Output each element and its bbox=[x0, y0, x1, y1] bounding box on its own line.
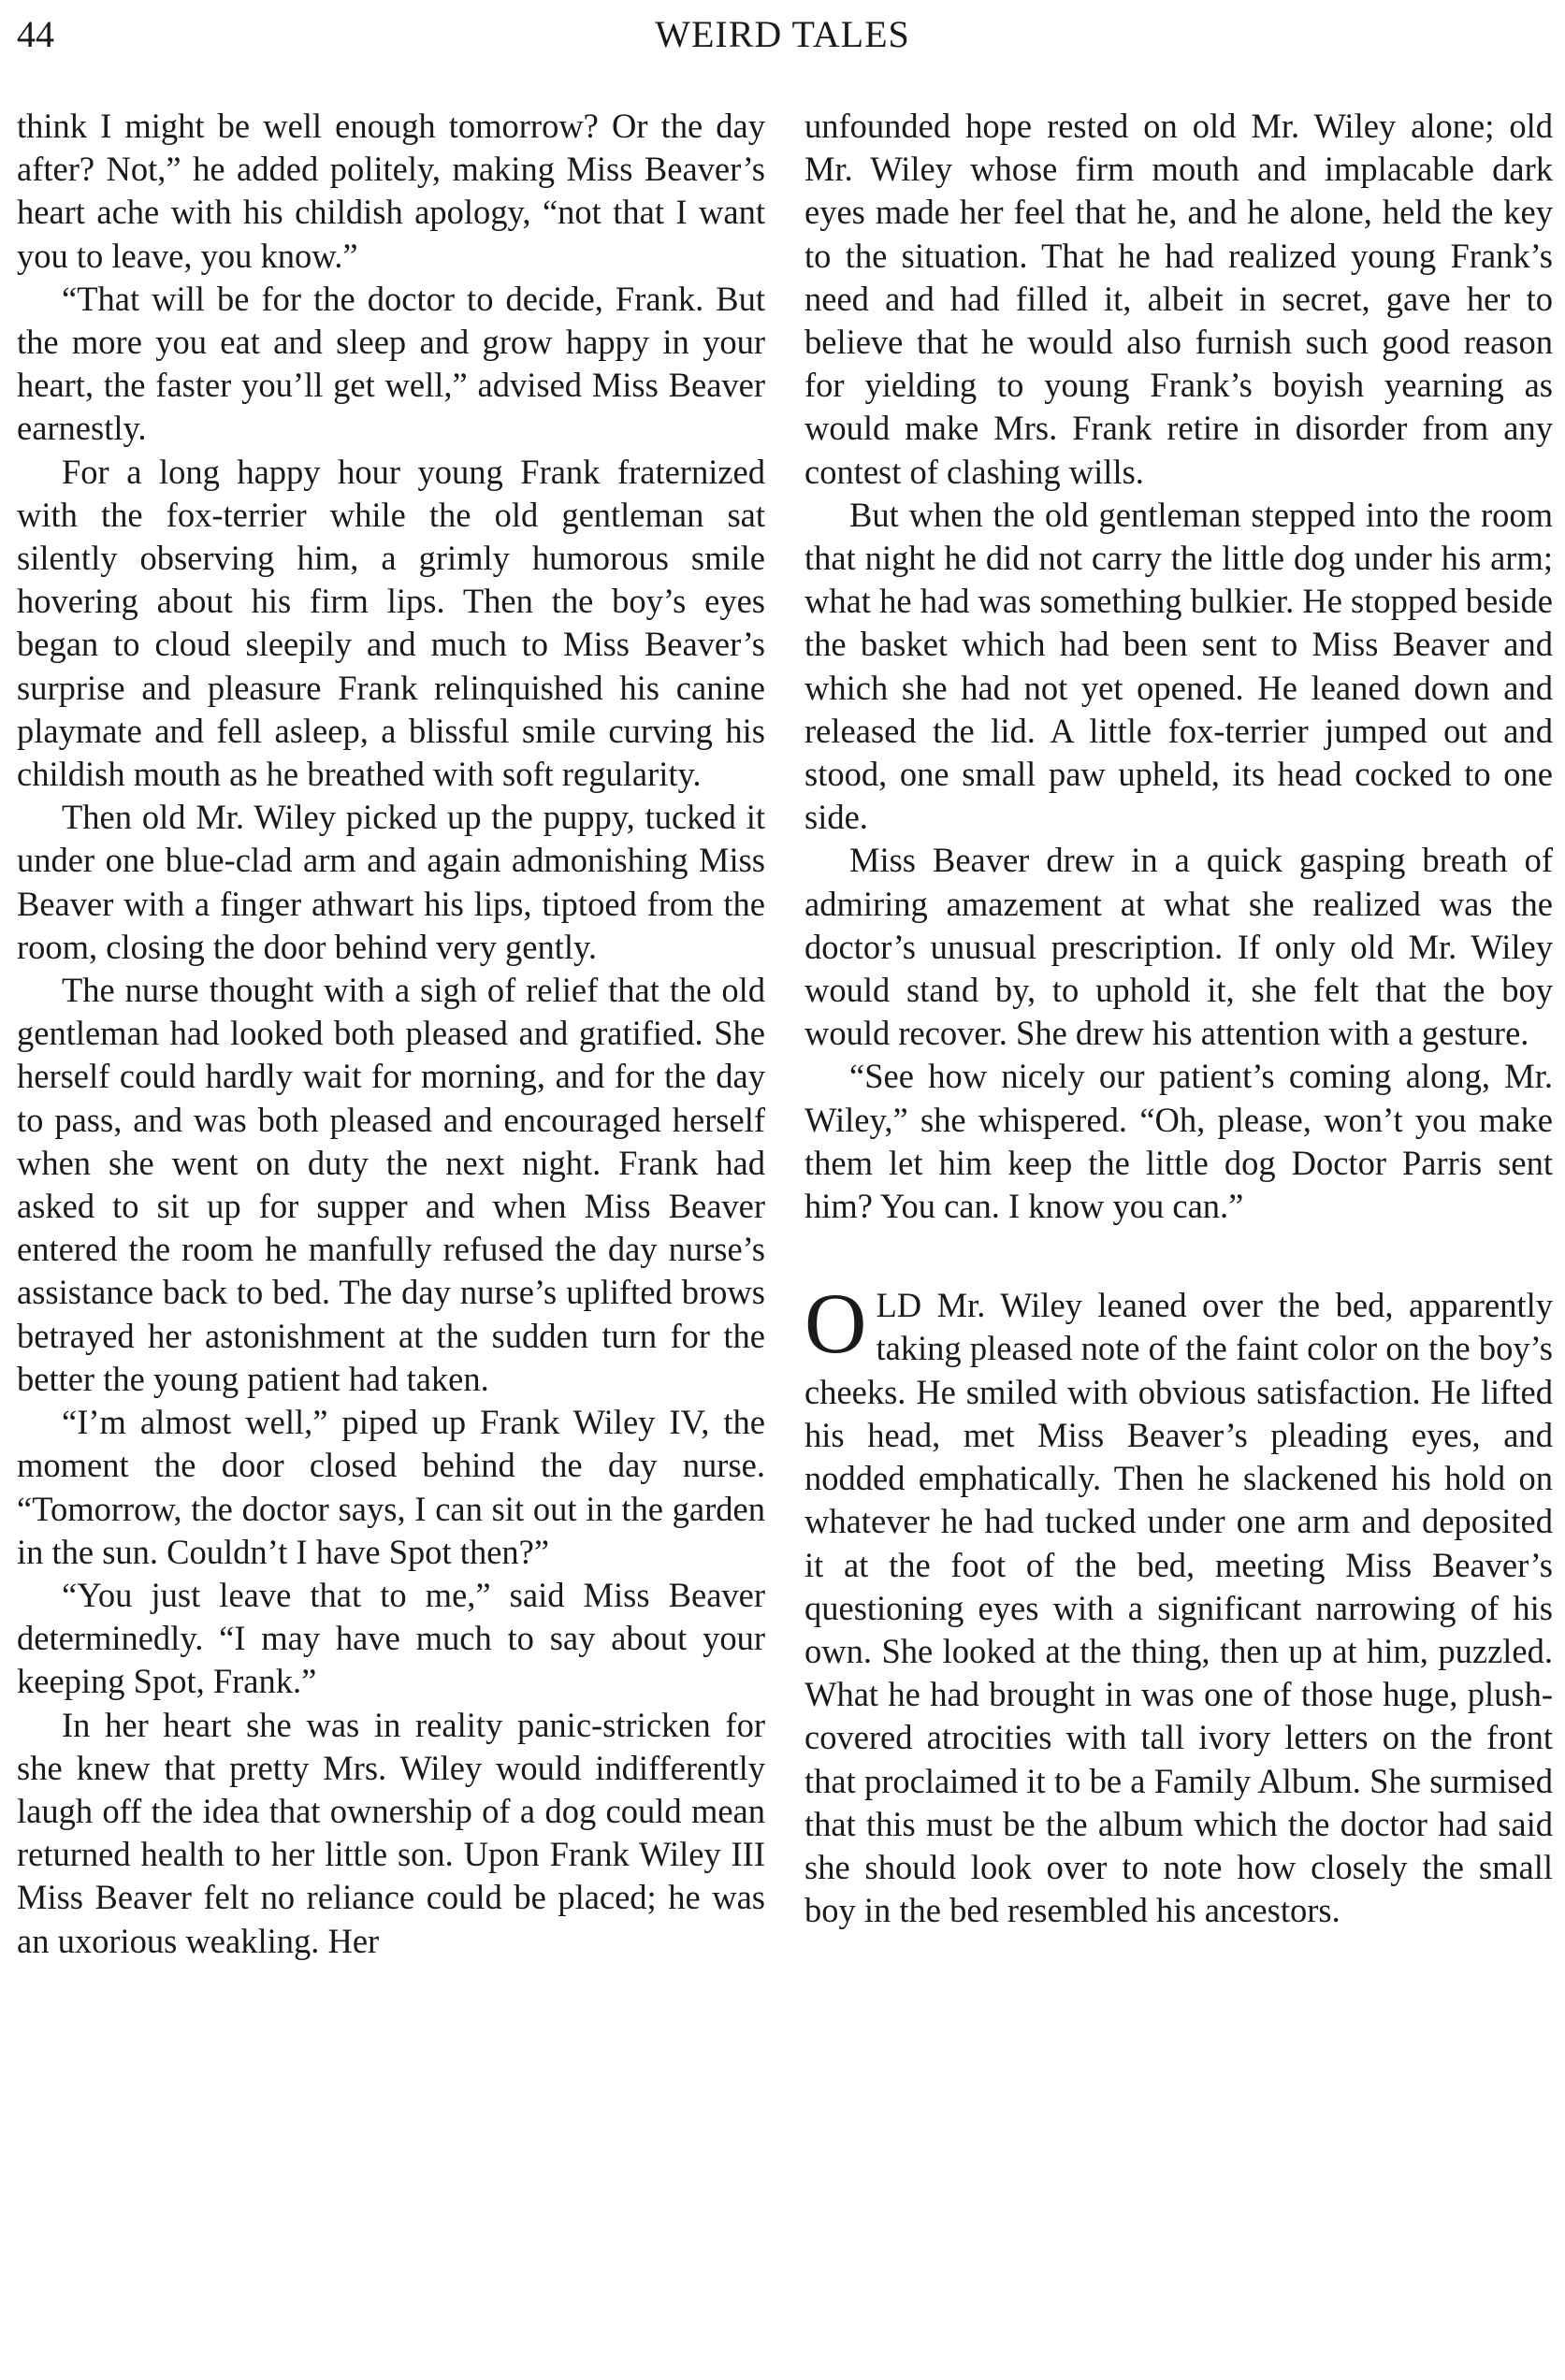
paragraph: “See how nicely our patient’s coming along, Mr. Wiley,” she whispered. “Oh, please, won’t you make them let him keep the little dog Doctor Parris sent him? You can. I know you can.” bbox=[804, 1057, 1553, 1226]
paragraph: “You just leave that to me,” said Miss Beaver determinedly. “I may have much to say about your keeping Spot, Frank.” bbox=[17, 1575, 765, 1701]
paragraph: Then old Mr. Wiley picked up the puppy, tucked it under one blue-clad arm and again admonishing Miss Beaver with a finger athwart his lips, tiptoed from the room, closing the door behind very gently. bbox=[17, 798, 765, 966]
page-number: 44 bbox=[17, 13, 54, 55]
running-title: WEIRD TALES bbox=[655, 13, 910, 55]
paragraph: “I’m almost well,” piped up Frank Wiley IV, the moment the door closed behind the day nurse. “Tomorrow, the doctor says, I can sit out in the garden in the sun. Couldn’t I have Spot then?” bbox=[17, 1403, 765, 1571]
section-break bbox=[804, 1228, 1553, 1284]
paragraph: The nurse thought with a sigh of relief that the old gentleman had looked both pleased and gratified. She herself could hardly wait for morning, and for the day to pass, and was both pleased and encouraged herself when she went on duty the next night. Frank had asked to sit up for supper and when Miss Beaver entered the room he manfully refused the day nurse’s assistance back to bed. The day nurse’s uplifted brows betrayed her astonishment at the sudden turn for the better the young patient had taken. bbox=[17, 971, 765, 1398]
page-header bbox=[17, 11, 1548, 58]
paragraph: unfounded hope rested on old Mr. Wiley alone; old Mr. Wiley whose firm mouth and implacable dark eyes made her feel that he, and he alone, held the key to the situation. That he had realized young Frank’s need and had filled it, albeit in secret, gave her to believe that he would also furnish such good reason for yielding to young Frank’s boyish yearning as would make Mrs. Frank retire in disorder from any contest of clashing wills. bbox=[804, 107, 1553, 491]
right-column bbox=[804, 105, 1553, 1932]
paragraph: think I might be well enough tomorrow? Or the day after? Not,” he added politely, making Miss Beaver’s heart ache with his childish apology, “not that I want you to leave, you know.” bbox=[17, 107, 765, 275]
paragraph: “That will be for the doctor to decide, Frank. But the more you eat and sleep and grow happy in your heart, the faster you’ll get well,” advised Miss Beaver earnestly. bbox=[17, 279, 765, 448]
drop-cap: O bbox=[804, 1276, 867, 1372]
paragraph: Miss Beaver drew in a quick gasping breath of admiring amazement at what she realized was the doctor’s unusual prescription. If only old Mr. Wiley would stand by, to uphold it, she felt that the boy would recover. She drew his attention with a gesture. bbox=[804, 841, 1553, 1053]
paragraph: For a long happy hour young Frank fraternized with the fox-terrier while the old gentleman sat silently observing him, a grimly humorous smile hovering about his firm lips. Then the boy’s eyes began to cloud sleepily and much to Miss Beaver’s surprise and pleasure Frank relinquished his canine playmate and fell asleep, a blissful smile curving his childish mouth as he breathed with soft regularity. bbox=[17, 452, 765, 794]
left-column bbox=[17, 105, 765, 1963]
paragraph: But when the old gentleman stepped into the room that night he did not carry the little dog under his arm; what he had was something bulkier. He stopped beside the basket which had been sent to Miss Beaver and which she had not yet opened. He leaned down and released the lid. A little fox-terrier jumped out and stood, one small paw upheld, its head cocked to one side. bbox=[804, 495, 1553, 837]
section-opening-paragraph bbox=[804, 1276, 1553, 1932]
paragraph-text: LD Mr. Wiley leaned over the bed, apparently taking pleased note of the faint color on the boy’s cheeks. He smiled with obvious satisfaction. He lifted his head, met Miss Beaver’s pleading eyes, and nodded emphatically. Then he slackened his hold on whatever he had tucked under one arm and deposited it at the foot of the bed, meeting Miss Beaver’s questioning eyes with a significant narrowing of his own. She looked at the thing, then up at him, puzzled. What he had brought in was one of those huge, plush-covered atrocities with tall ivory letters on the front that proclaimed it to be a Family Album. She surmised that this must be the album which the doctor had said she should look over to note how closely the small boy in the bed resembled his ancestors. bbox=[804, 1286, 1553, 1930]
paragraph: In her heart she was in reality panic-stricken for she knew that pretty Mrs. Wiley would indifferently laugh off the idea that ownership of a dog could mean returned health to her little son. Upon Frank Wiley III Miss Beaver felt no reliance could be placed; he was an uxorious weakling. Her bbox=[17, 1705, 765, 1960]
